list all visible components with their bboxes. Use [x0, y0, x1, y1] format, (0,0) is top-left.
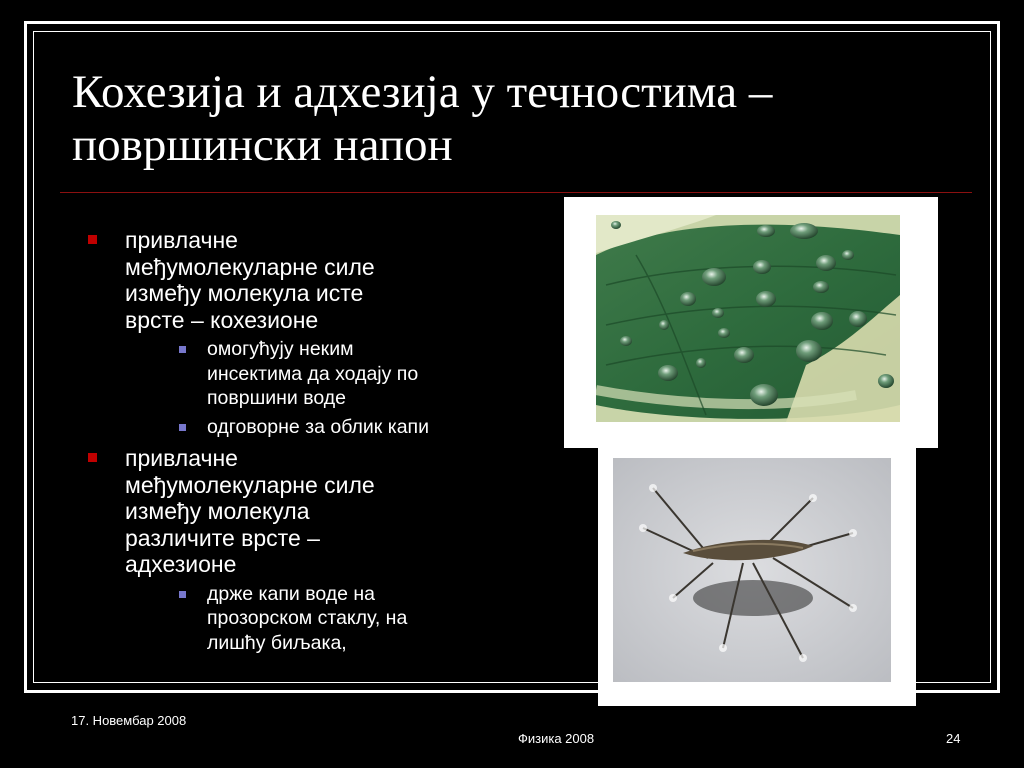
sub-bullet-line: омогућују неким — [207, 338, 354, 360]
sub-bullet-line: одговорне за облик капи — [207, 415, 430, 438]
bullet-item-adhesion — [88, 445, 488, 655]
bullet-item-cohesion — [88, 227, 488, 439]
bullet-line: привлачне — [125, 227, 238, 253]
sub-bullet-item — [125, 337, 488, 411]
sub-bullet-list — [170, 582, 488, 656]
sub-bullet-line: површини воде — [207, 387, 347, 409]
water-strider-photo — [598, 448, 916, 706]
bullet-line: привлачне — [125, 445, 238, 471]
sub-bullet-list — [170, 337, 488, 439]
footer-date: 17. Новембар 2008 — [71, 713, 187, 728]
sub-bullet-line: лишћу биљака, — [207, 631, 347, 654]
sub-bullet-item — [125, 582, 488, 656]
sub-bullet-square-icon — [179, 424, 186, 431]
sub-bullet-square-icon — [179, 346, 186, 353]
leaf-droplets-image — [596, 215, 900, 422]
bullet-square-icon — [88, 235, 97, 244]
bullet-list — [88, 227, 488, 661]
footer-center-text: Физика 2008 — [518, 731, 595, 746]
slide-title — [72, 66, 972, 172]
bullet-line: адхезионе — [125, 551, 237, 577]
bullet-line: врсте – кохезионе — [125, 306, 319, 333]
sub-bullet-item — [125, 415, 488, 440]
title-line-2: површински напон — [72, 119, 453, 171]
bullet-square-icon — [88, 453, 97, 462]
page-number: 24 — [946, 731, 961, 746]
sub-bullet-line: држе капи воде на — [207, 582, 376, 605]
sub-bullet-line: инсектима да ходају по — [207, 362, 419, 385]
bullet-line: између молекула — [125, 498, 310, 524]
bullet-line: између молекула исте — [125, 280, 364, 306]
title-divider — [60, 192, 972, 193]
bullet-line: међумолекуларне силе — [125, 253, 375, 280]
bullet-line: међумолекуларне силе — [125, 471, 375, 498]
sub-bullet-square-icon — [179, 591, 186, 598]
sub-bullet-line: прозорском стаклу, на — [207, 607, 408, 629]
title-line-1: Кохезија и адхезија у течностима – — [72, 66, 773, 118]
water-strider-image — [613, 458, 891, 682]
bullet-line: различите врсте – — [125, 524, 320, 551]
leaf-droplets-photo — [564, 197, 938, 448]
